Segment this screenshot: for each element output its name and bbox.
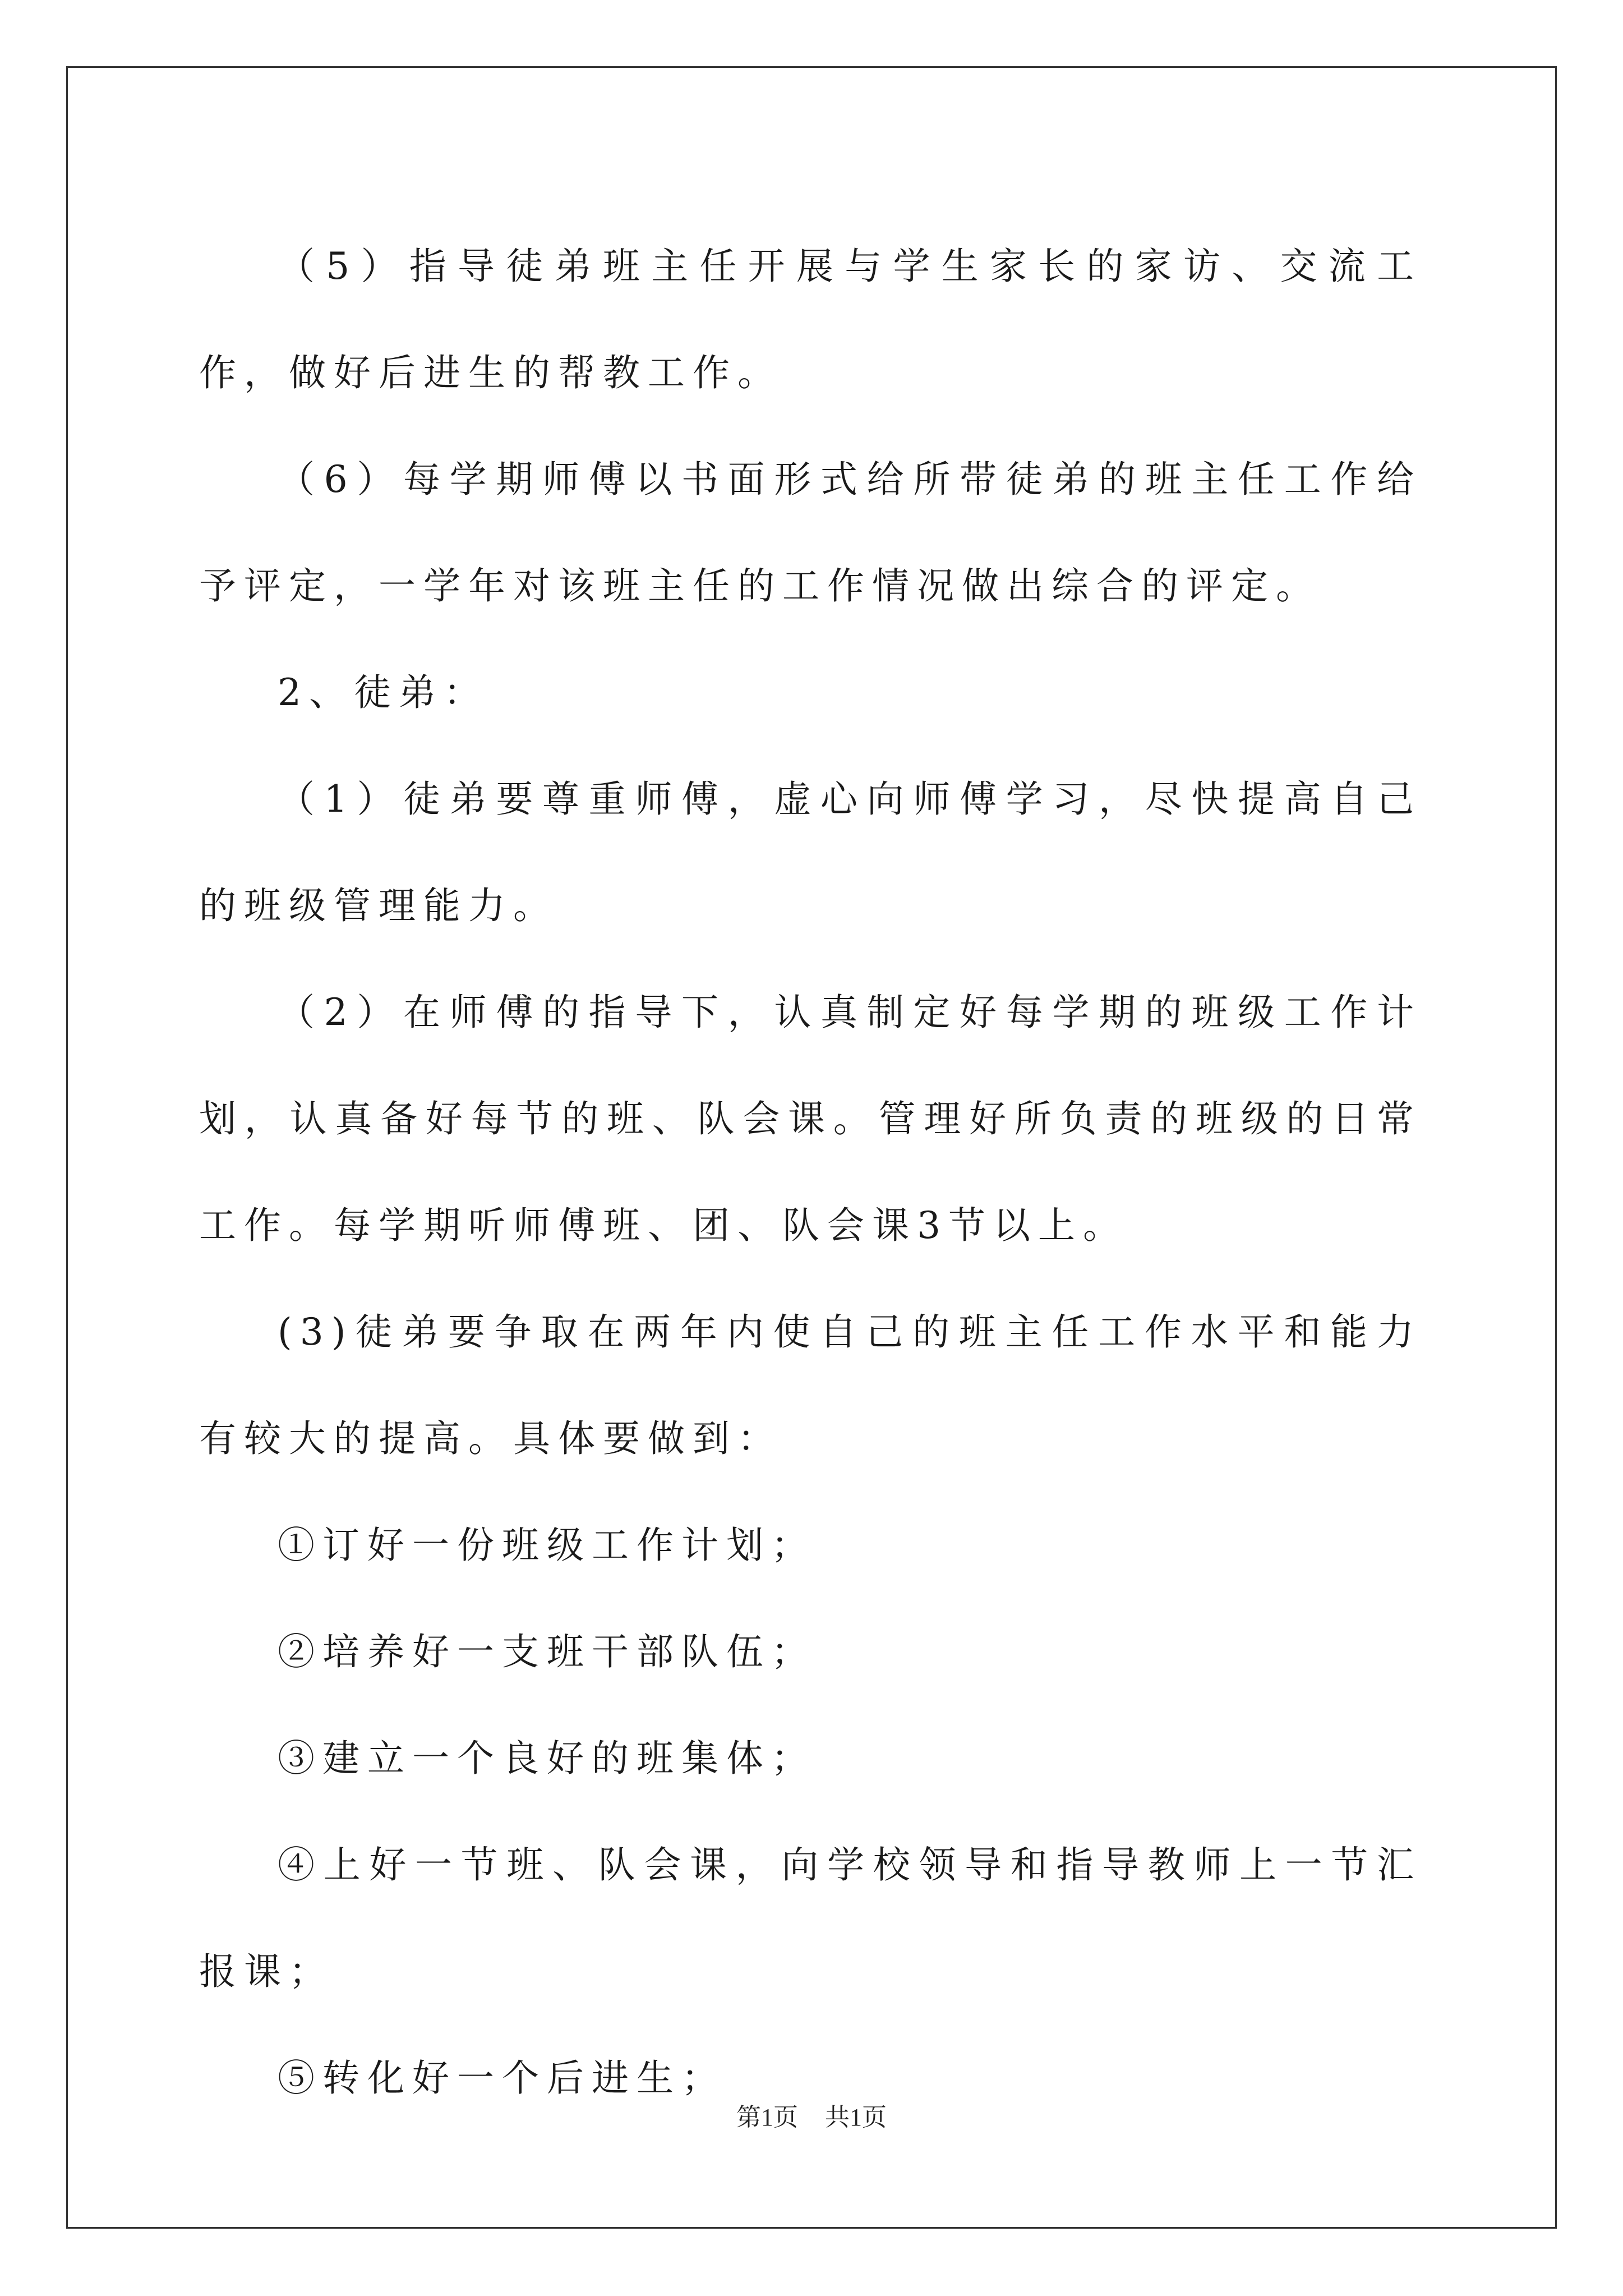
list-item: ①订好一份班级工作计划；: [278, 1524, 816, 1567]
page-total: 共1页: [825, 2104, 887, 2131]
page-number: 第1页: [736, 2104, 798, 2131]
list-item: ④上好一节班、队会课，向学校领导和指导教师上一节汇报课；: [199, 1843, 1422, 1993]
paragraph: （6）每学期师傅以书面形式给所带徒弟的班主任工作给予评定，一学年对该班主任的工作情况做出综合的评定。: [199, 458, 1422, 608]
paragraph: 2、徒弟：: [278, 671, 488, 714]
paragraph: (3)徒弟要争取在两年内使自己的班主任工作水平和能力有较大的提高。具体要做到：: [199, 1310, 1422, 1460]
paragraph: （5）指导徒弟班主任开展与学生家长的家访、交流工作，做好后进生的帮教工作。: [199, 245, 1422, 394]
paragraph: （2）在师傅的指导下，认真制定好每学期的班级工作计划，认真备好每节的班、队会课。管理好所负责的班级的日常工作。每学期听师傅班、团、队会课3节以上。: [199, 991, 1422, 1247]
list-item: ②培养好一支班干部队伍；: [278, 1630, 816, 1673]
document-body: [199, 213, 1422, 2132]
list-item: ⑤转化好一个后进生；: [278, 2056, 726, 2100]
paragraph: （1）徒弟要尊重师傅，虚心向师傅学习，尽快提高自己的班级管理能力。: [199, 777, 1422, 927]
list-item: ③建立一个良好的班集体；: [278, 1737, 816, 1780]
page-footer: [0, 2097, 1623, 2133]
